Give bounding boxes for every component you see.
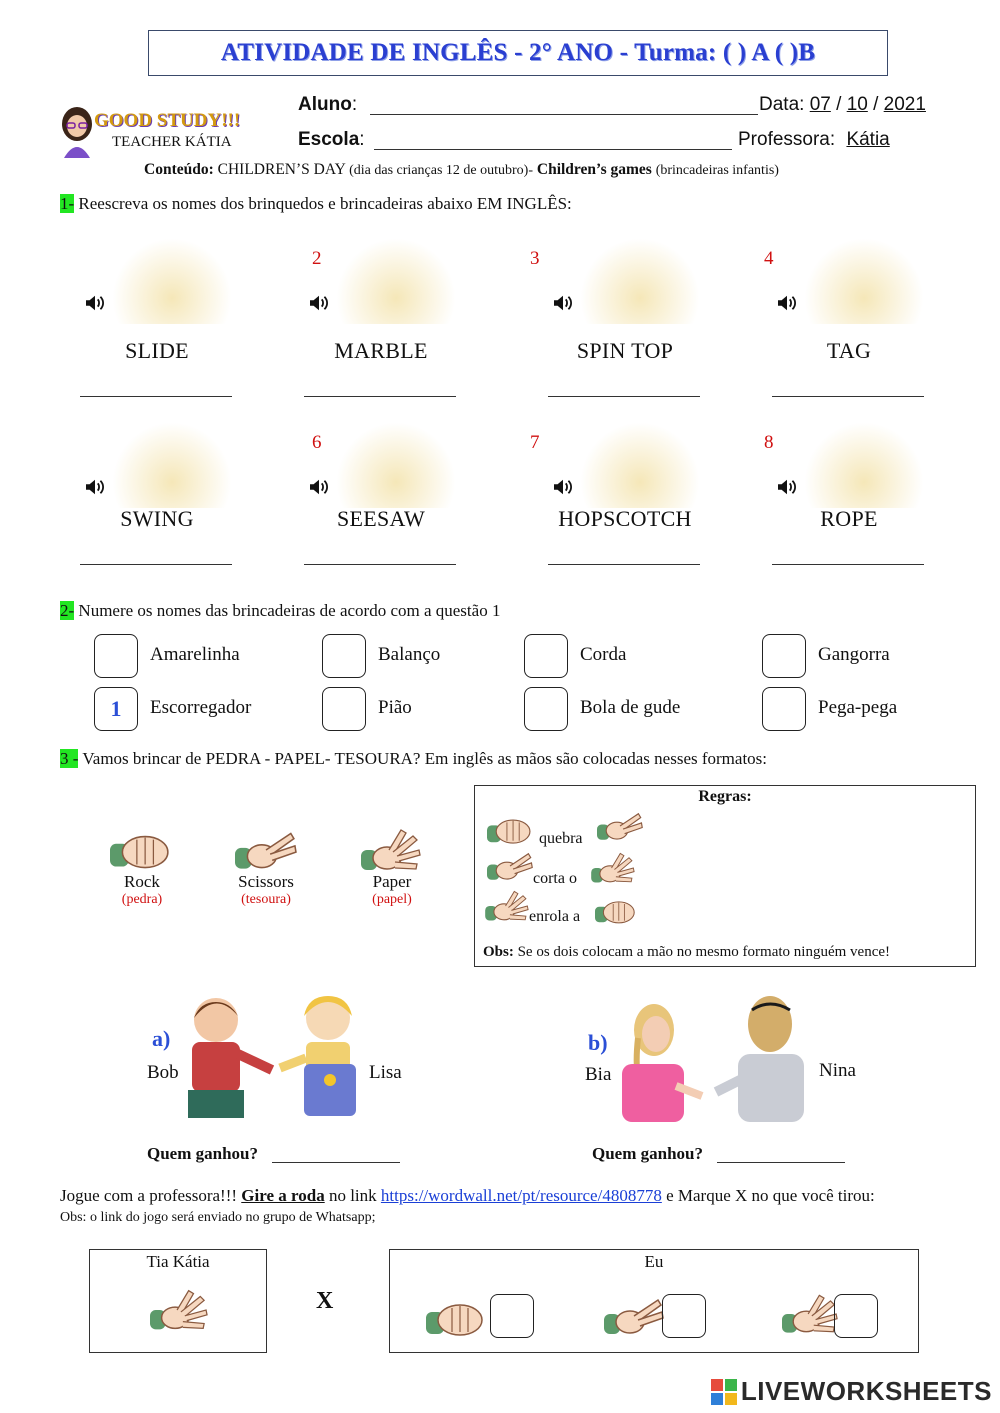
scene-a-question	[147, 1144, 258, 1164]
q1-item-illustration	[112, 238, 232, 324]
rules-obs	[483, 944, 890, 961]
liveworksheets-text: LIVEWORKSHEETS	[740, 1376, 992, 1406]
teacher-logo	[58, 106, 258, 158]
speaker-icon[interactable]	[552, 478, 574, 496]
rock-hand-icon	[110, 828, 172, 872]
hand-rock-en: Rock	[124, 872, 160, 891]
game-obs: Obs: o link do jogo será enviado no grupo de Whatsapp;	[60, 1210, 376, 1225]
professora-value: Kátia	[846, 129, 890, 150]
rules-obs-text: Se os dois colocam a mão no mesmo formato ninguém vence!	[517, 944, 891, 960]
title-box	[148, 30, 888, 76]
q1-item-illustration	[804, 422, 924, 508]
me-paper-checkbox[interactable]	[834, 1294, 878, 1338]
q2-number-box[interactable]	[524, 634, 568, 678]
q1-number: 1-	[60, 194, 75, 213]
q1-item-illustration	[580, 238, 700, 324]
q1-heading	[60, 194, 572, 214]
scene-b-right-name: Nina	[819, 1060, 856, 1081]
q1-text: Reescreva os nomes dos brinquedos e brincadeiras abaixo EM INGLÊS:	[78, 194, 572, 213]
q2-option-label: Bola de gude	[580, 697, 681, 718]
hand-scissors	[230, 828, 302, 908]
q1-item-word: SEESAW	[336, 506, 426, 531]
q1-item-word: SWING	[120, 506, 194, 531]
paper-hand-icon	[360, 828, 422, 872]
bob-lisa-illustration	[180, 994, 370, 1120]
me-rock-checkbox[interactable]	[490, 1294, 534, 1338]
data-row: Data: 07 / 10 / 2021	[759, 94, 926, 115]
speaker-icon[interactable]	[308, 478, 330, 496]
q2-heading	[60, 601, 500, 621]
q1-item-word: TAG	[826, 338, 872, 363]
hand-scissors-pt: (tesoura)	[241, 892, 291, 907]
q1-answer-line[interactable]	[80, 564, 232, 565]
me-box	[389, 1249, 919, 1353]
logo-good-study: GOOD STUDY!!!	[94, 110, 241, 131]
escola-input-line[interactable]	[374, 149, 732, 150]
rules-paper-icon-2	[485, 890, 529, 922]
me-scissors-hand-icon	[604, 1296, 664, 1336]
hand-paper-pt: (papel)	[372, 892, 412, 907]
game-instructions	[60, 1186, 875, 1206]
q1-item-illustration	[580, 422, 700, 508]
page-title: ATIVIDADE DE INGLÊS - 2° ANO - Turma: ( ) A ( )B	[220, 39, 816, 66]
wordwall-link[interactable]: https://wordwall.net/pt/resource/4808778	[380, 1186, 662, 1205]
q1-item-illustration	[804, 238, 924, 324]
professora-label: Professora:	[738, 129, 836, 150]
q1-item-word: SLIDE	[125, 338, 189, 363]
conteudo-text2: (dia das crianças 12 de outubro)-	[349, 163, 533, 178]
liveworksheets-mark-icon	[711, 1379, 737, 1405]
conteudo-text3: Children’s games	[536, 161, 652, 178]
rules-rock-icon	[487, 814, 533, 846]
game-text3: no link	[328, 1186, 377, 1205]
speaker-icon[interactable]	[552, 294, 574, 312]
conteudo-text1: CHILDREN’S DAY	[217, 161, 346, 178]
game-text2: Gire a roda	[241, 1186, 325, 1205]
aluno-label: Aluno	[298, 94, 352, 115]
game-text4: e Marque X no que você tirou:	[666, 1186, 875, 1205]
me-scissors-checkbox[interactable]	[662, 1294, 706, 1338]
teacher-box	[89, 1249, 267, 1353]
scissors-hand-icon	[235, 828, 297, 872]
logo-teacher: TEACHER KÁTIA	[112, 134, 232, 150]
rules-title: Regras:	[698, 788, 752, 805]
q1-item-number: 6	[312, 432, 322, 453]
professora-row	[738, 129, 896, 151]
scene-a-left-name: Bob	[147, 1062, 179, 1083]
escola-label: Escola	[298, 129, 360, 150]
teacher-paper-hand-icon	[150, 1286, 208, 1334]
rules-obs-label: Obs:	[483, 944, 514, 960]
scene-b-question	[592, 1144, 703, 1164]
q1-item-illustration	[336, 238, 456, 324]
rules-scissors-icon-2	[487, 850, 533, 882]
bia-nina-photo	[620, 994, 816, 1122]
q2-number-box[interactable]: 1	[94, 687, 138, 731]
scene-b-quem-ganhou: Quem ganhou?	[592, 1144, 703, 1163]
scene-a-answer-line[interactable]	[272, 1162, 400, 1163]
aluno-input-line[interactable]	[370, 114, 758, 115]
q3-heading	[60, 749, 767, 769]
speaker-icon[interactable]	[308, 294, 330, 312]
q2-option-label: Pião	[378, 697, 412, 718]
q1-answer-line[interactable]	[772, 396, 924, 397]
teacher-avatar-icon	[58, 106, 96, 158]
q2-number-box[interactable]	[762, 634, 806, 678]
data-month: 10	[846, 94, 868, 115]
q1-answer-line[interactable]	[304, 396, 456, 397]
rules-r2: corta o	[533, 870, 577, 887]
q1-item-number: 7	[530, 432, 540, 453]
aluno-row: Aluno:	[298, 94, 358, 115]
liveworksheets-logo	[711, 1376, 992, 1407]
q1-item-number: 4	[764, 248, 774, 269]
q1-answer-line[interactable]	[772, 564, 924, 565]
rules-r3: enrola a	[529, 908, 581, 925]
q1-item-word: MARBLE	[334, 338, 428, 363]
q1-item-word: HOPSCOTCH	[558, 506, 692, 531]
rules-r1: quebra	[539, 830, 583, 847]
me-paper-hand-icon	[782, 1292, 838, 1336]
data-label: Data:	[759, 94, 805, 115]
data-day: 07	[809, 94, 831, 115]
q2-number-box[interactable]	[524, 687, 568, 731]
q2-number-box[interactable]	[94, 634, 138, 678]
scene-a-letter: a)	[152, 1026, 171, 1051]
scene-b-answer-line[interactable]	[717, 1162, 845, 1163]
hand-rock-pt: (pedra)	[121, 892, 163, 907]
q1-item-illustration	[112, 422, 232, 508]
speaker-icon[interactable]	[84, 478, 106, 496]
q1-answer-line[interactable]	[548, 396, 700, 397]
q2-number-box[interactable]	[762, 687, 806, 731]
rules-rock-icon-2	[595, 896, 637, 926]
q2-option-label: Balanço	[378, 644, 441, 665]
hand-scissors-en: Scissors	[238, 872, 294, 891]
q1-item-word: SPIN TOP	[576, 338, 674, 363]
q3-text: Vamos brincar de PEDRA - PAPEL- TESOURA? Em inglês as mãos são colocadas nesses formatos:	[82, 749, 768, 768]
q1-item-word: ROPE	[820, 506, 878, 531]
conteudo-label: Conteúdo:	[144, 161, 214, 178]
q2-option-label: Corda	[580, 644, 627, 665]
scene-a-quem-ganhou: Quem ganhou?	[147, 1144, 258, 1163]
hand-rock	[110, 828, 174, 908]
data-year: 2021	[883, 94, 926, 115]
q1-item-number: 3	[530, 248, 540, 269]
q2-text: Numere os nomes das brincadeiras de acordo com a questão 1	[78, 601, 501, 620]
q1-answer-line[interactable]	[80, 396, 232, 397]
q2-number: 2-	[60, 601, 75, 620]
conteudo-text4: (brincadeiras infantis)	[655, 163, 779, 178]
q1-answer-line[interactable]	[548, 564, 700, 565]
scene-b-letter: b)	[588, 1030, 608, 1055]
q1-item-illustration	[336, 422, 456, 508]
q3-number: 3 -	[60, 749, 79, 768]
teacher-label: Tia Kátia	[146, 1252, 210, 1271]
q2-number-box[interactable]	[322, 687, 366, 731]
me-rock-hand-icon	[426, 1298, 486, 1338]
q2-number-box[interactable]	[322, 634, 366, 678]
escola-row: Escola:	[298, 129, 365, 150]
hand-paper	[360, 828, 424, 908]
q1-item-number: 8	[764, 432, 774, 453]
me-label: Eu	[644, 1252, 664, 1271]
scene-b-left-name: Bia	[585, 1064, 612, 1085]
game-text1: Jogue com a professora!!!	[60, 1186, 238, 1205]
q2-option-label: Gangorra	[818, 644, 890, 665]
q2-option-label: Pega-pega	[818, 697, 898, 718]
speaker-icon[interactable]	[84, 294, 106, 312]
vs-label: X	[316, 1288, 334, 1314]
q1-item-number: 2	[312, 248, 322, 269]
rules-box	[474, 785, 976, 967]
rules-paper-icon-1	[591, 852, 635, 884]
q2-option-label: Escorregador	[150, 697, 252, 718]
q1-answer-line[interactable]	[304, 564, 456, 565]
speaker-icon[interactable]	[776, 294, 798, 312]
scene-a-right-name: Lisa	[369, 1062, 402, 1083]
q2-option-label: Amarelinha	[150, 644, 240, 665]
speaker-icon[interactable]	[776, 478, 798, 496]
conteudo-line	[144, 161, 779, 179]
rules-scissors-icon-1	[597, 810, 643, 842]
hand-paper-en: Paper	[372, 872, 412, 891]
